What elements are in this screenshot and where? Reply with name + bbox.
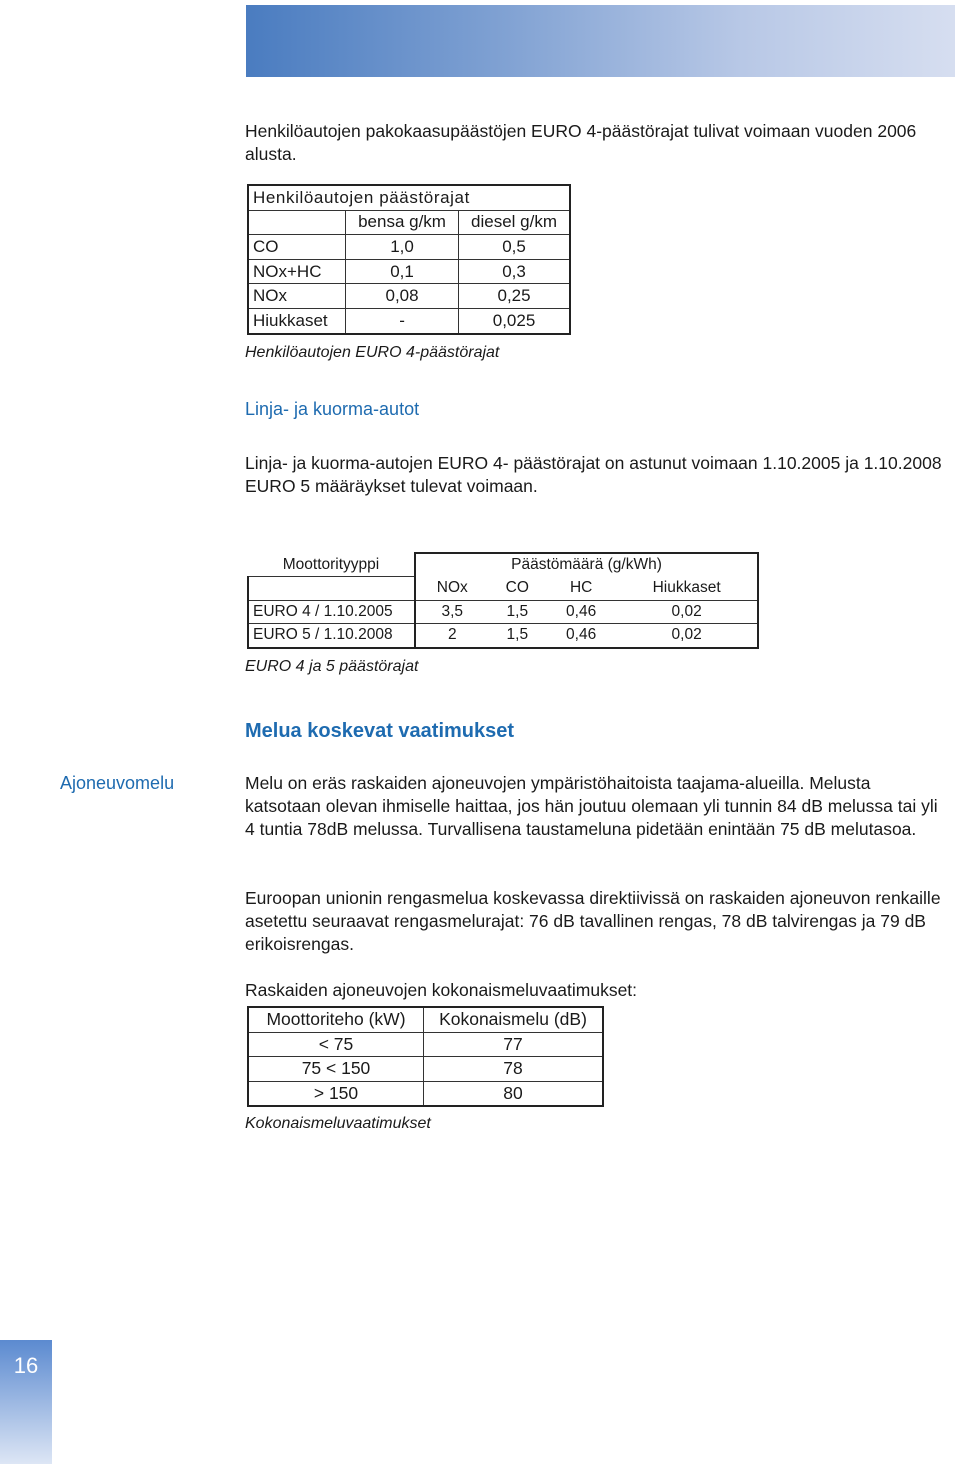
table-cell: Hiukkaset <box>248 308 346 333</box>
table-cell: 78 <box>424 1057 604 1082</box>
table-title: Henkilöautojen päästörajat <box>248 185 570 210</box>
section-paragraph: Linja- ja kuorma-autojen EURO 4- päästörajat on astunut voimaan 1.10.2005 ja 1.10.2008 EURO 5 määräykset tulevat voimaan. <box>245 453 942 496</box>
table-header-cell: Moottorityyppi <box>248 553 415 577</box>
table-cell: 0,02 <box>616 624 758 648</box>
table-header-cell: Hiukkaset <box>616 577 758 601</box>
table-cell: 0,3 <box>459 259 570 284</box>
table-header-cell: Kokonaismelu (dB) <box>424 1007 604 1032</box>
table-cell: NOx <box>248 284 346 309</box>
table-row <box>248 308 570 333</box>
table-row <box>248 624 758 648</box>
table-group-header: Päästömäärä (g/kWh) <box>415 553 758 577</box>
table-header-cell: diesel g/km <box>459 210 570 235</box>
table-cell: EURO 5 / 1.10.2008 <box>248 624 415 648</box>
table-header-cell: CO <box>489 577 546 601</box>
table-cell: 3,5 <box>415 600 489 624</box>
euro-emission-table <box>247 552 759 649</box>
noise-limits-table <box>247 1006 604 1107</box>
table-cell: 1,5 <box>489 624 546 648</box>
table-header-row <box>248 1007 603 1032</box>
table-header-cell <box>248 577 415 601</box>
table-header-row <box>248 210 570 235</box>
table-cell: 0,08 <box>346 284 459 309</box>
table-caption: EURO 4 ja 5 päästörajat <box>245 658 419 675</box>
table-header-cell <box>248 210 346 235</box>
table-header-cell: bensa g/km <box>346 210 459 235</box>
table-caption: Henkilöautojen EURO 4-päästörajat <box>245 344 500 361</box>
table-row <box>248 235 570 260</box>
table-cell: < 75 <box>248 1032 424 1057</box>
table-caption: Kokonaismeluvaatimukset <box>245 1115 431 1132</box>
table-cell: 0,46 <box>546 600 616 624</box>
emission-limits-table <box>247 184 571 335</box>
table-cell: 2 <box>415 624 489 648</box>
section-paragraph: Melu on eräs raskaiden ajoneuvojen ympäristöhaitoista taajama-alueilla. Melusta katsotaan olevan ihmiselle haittaa, jos hän joutuu olemaan yli tunnin 84 dB melussa tai yli 4 tuntia 78dB melussa. Turvallisena taustameluna pidetään enintään 75 dB melutasoa. <box>245 773 938 839</box>
section-paragraph: Euroopan unionin rengasmelua koskevassa direktiivissä on raskaiden ajoneuvon renkaille asetettu seuraavat rengasmelurajat: 76 dB tavallinen rengas, 78 dB talvirengas ja 79 dB erikoisrengas. <box>245 888 941 954</box>
table-row <box>248 1032 603 1057</box>
table-header-cell: NOx <box>415 577 489 601</box>
table-cell: 75 < 150 <box>248 1057 424 1082</box>
table-header-cell: Moottoriteho (kW) <box>248 1007 424 1032</box>
table-subheader-row <box>248 577 758 601</box>
page-number: 16 <box>13 1353 39 1378</box>
table-cell: 0,025 <box>459 308 570 333</box>
table-header-cell: HC <box>546 577 616 601</box>
table-header-row <box>248 553 758 577</box>
table-cell: 0,02 <box>616 600 758 624</box>
table-cell: 80 <box>424 1081 604 1106</box>
section-heading: Melua koskevat vaatimukset <box>245 720 515 742</box>
table-cell: > 150 <box>248 1081 424 1106</box>
table-row <box>248 284 570 309</box>
table-cell: 1,5 <box>489 600 546 624</box>
table-cell: - <box>346 308 459 333</box>
table-row <box>248 1081 603 1106</box>
table-row <box>248 259 570 284</box>
table-row <box>248 600 758 624</box>
table-cell: NOx+HC <box>248 259 346 284</box>
table-cell: 0,25 <box>459 284 570 309</box>
table-cell: 0,5 <box>459 235 570 260</box>
table-cell: 77 <box>424 1032 604 1057</box>
section-paragraph: Raskaiden ajoneuvojen kokonaismeluvaatimukset: <box>245 980 638 1000</box>
intro-paragraph: Henkilöautojen pakokaasupäästöjen EURO 4-päästörajat tulivat voimaan vuoden 2006 alusta. <box>245 121 917 164</box>
table-cell: 1,0 <box>346 235 459 260</box>
table-cell: CO <box>248 235 346 260</box>
table-cell: 0,1 <box>346 259 459 284</box>
sidebar-label: Ajoneuvomelu <box>60 773 175 793</box>
table-row <box>248 1057 603 1082</box>
header-banner <box>246 5 955 77</box>
section-heading: Linja- ja kuorma-autot <box>245 399 420 419</box>
table-cell: 0,46 <box>546 624 616 648</box>
table-cell: EURO 4 / 1.10.2005 <box>248 600 415 624</box>
table-title-row <box>248 185 570 210</box>
